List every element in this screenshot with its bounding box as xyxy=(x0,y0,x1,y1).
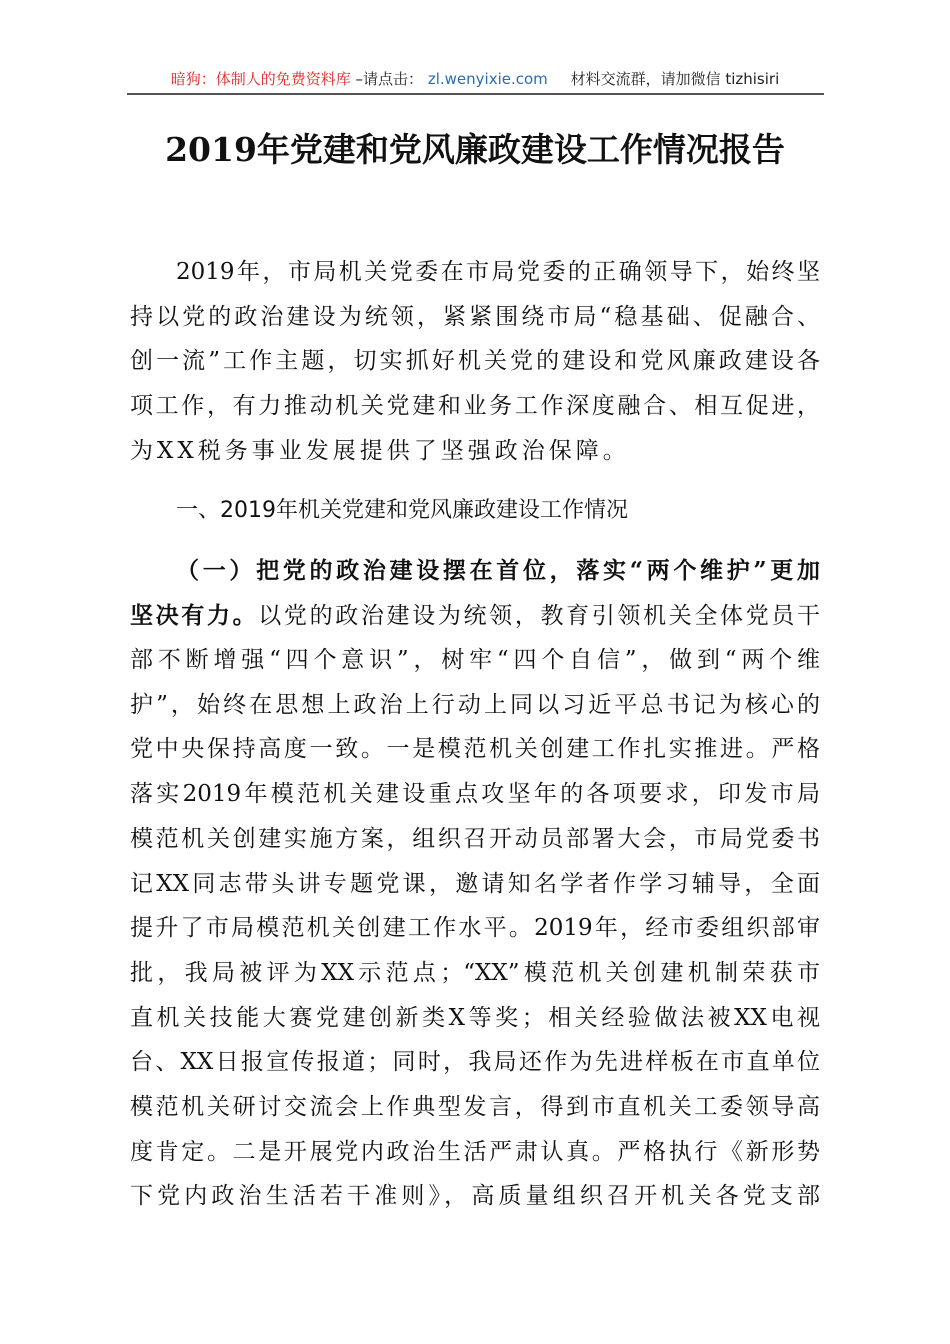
paragraph-line: 为XX税务事业发展提供了坚强政治保障。 xyxy=(130,437,630,464)
paragraph-line: 下党内政治生活若干准则》，高质量组织召开机关各党支部 xyxy=(130,1183,820,1210)
paragraph-line: 模范机关研讨交流会上作典型发言，得到市直机关工委领导高 xyxy=(130,1094,820,1120)
section-heading: 一、2019年机关党建和党风廉政建设工作情况 xyxy=(176,498,628,523)
header-click-label: –请点击： xyxy=(355,70,424,88)
paragraph-line: 记XX同志带头讲专题党课，邀请知名学者作学习辅导，全面 xyxy=(130,870,820,897)
paragraph-line: 2019年，市局机关党委在市局党委的正确领导下，始终坚 xyxy=(176,259,820,285)
paragraph-line: 部不断增强“四个意识”，树牢“四个自信”，做到“两个维 xyxy=(130,647,820,673)
header-contact: 材料交流群，请加微信 tizhisiri xyxy=(570,70,780,88)
paragraph-line: 批，我局被评为XX示范点；“XX”模范机关创建机制荣获市 xyxy=(130,959,820,986)
paragraph-line: 护”，始终在思想上政治上行动上同以习近平总书记为核心的 xyxy=(130,691,820,718)
header-url-link[interactable]: zl.wenyixie.com xyxy=(427,70,548,88)
subsection-heading: （一）把党的政治建设摆在首位，落实“两个维护”更加 xyxy=(176,557,820,584)
paragraph-line: 模范机关创建实施方案，组织召开动员部署大会，市局党委书 xyxy=(130,825,820,852)
paragraph-line: 持以党的政治建设为统领，紧紧围绕市局“稳基础、促融合、 xyxy=(130,303,820,330)
paragraph-line: 台、XX日报宣传报道；同时，我局还作为先进样板在市直单位 xyxy=(130,1049,820,1076)
paragraph-line: 创一流”工作主题，切实抓好机关党的建设和党风廉政建设各 xyxy=(130,348,820,375)
paragraph-line: 落实2019年模范机关建设重点攻坚年的各项要求，印发市局 xyxy=(130,781,820,808)
paragraph-line xyxy=(130,600,820,632)
paragraph-line: 直机关技能大赛党建创新类X等奖；相关经验做法被XX电视 xyxy=(130,1004,820,1031)
paragraph-line: 提升了市局模范机关创建工作水平。2019年，经市委组织部审 xyxy=(130,915,820,942)
header-promo: 暗狗：体制人的免费资料库 xyxy=(170,70,351,88)
paragraph-text: 以党的政治建设为统领，教育引领机关全体党员干 xyxy=(258,603,821,629)
paragraph-line: 项工作，有力推动机关党建和业务工作深度融合、相互促进， xyxy=(130,393,820,420)
document-title: 2019年党建和党风廉政建设工作情况报告 xyxy=(165,130,785,169)
watermark-header xyxy=(130,68,820,92)
subsection-heading-end: 坚决有力。 xyxy=(130,602,259,629)
header-divider xyxy=(127,93,824,95)
paragraph-line: 度肯定。二是开展党内政治生活严肃认真。严格执行《新形势 xyxy=(130,1138,820,1165)
paragraph-line xyxy=(176,555,820,587)
paragraph-line: 党中央保持高度一致。一是模范机关创建工作扎实推进。严格 xyxy=(130,736,820,763)
